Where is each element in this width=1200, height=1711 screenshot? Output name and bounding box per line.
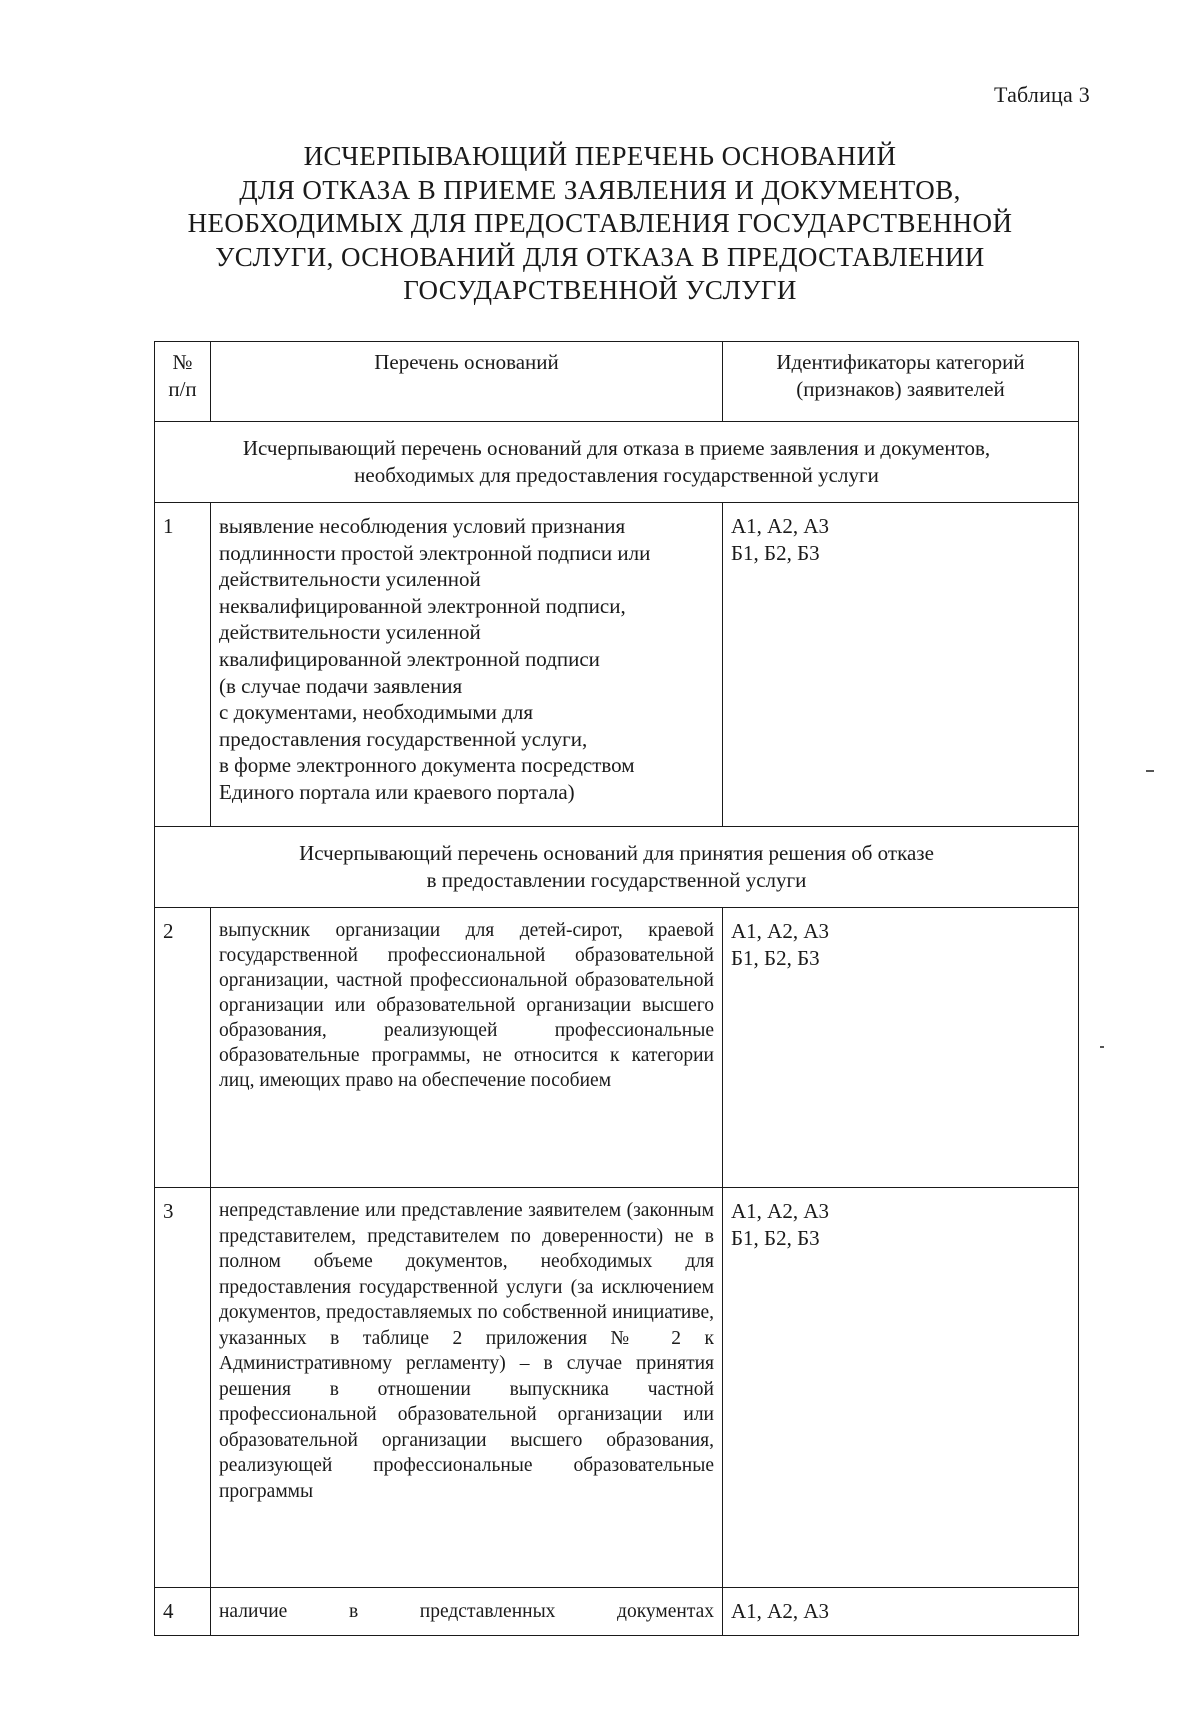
table-header-row bbox=[155, 342, 1079, 422]
header-num-sign: № bbox=[172, 350, 193, 374]
row-line: подлинности простой электронной подписи или bbox=[219, 540, 651, 565]
header-ids-line: (признаков) заявителей bbox=[796, 377, 1005, 401]
grounds-table bbox=[154, 341, 1079, 1636]
row-line: неквалифицированной электронной подписи, bbox=[219, 593, 626, 618]
row-line: квалифицированной электронной подписи bbox=[219, 646, 600, 671]
title-line: ДЛЯ ОТКАЗА В ПРИЕМЕ ЗАЯВЛЕНИЯ И ДОКУМЕНТОВ, bbox=[239, 174, 961, 205]
row-number: 4 bbox=[155, 1588, 211, 1636]
row-identifiers bbox=[723, 1588, 1079, 1636]
document-title bbox=[150, 140, 1050, 308]
row-line: Единого портала или краевого портала) bbox=[219, 779, 575, 804]
table-row bbox=[155, 1188, 1079, 1588]
section-line: Исчерпывающий перечень оснований для отказа в приеме заявления и документов, bbox=[242, 436, 991, 460]
identifier-line: А1, А2, А3 bbox=[731, 1599, 829, 1623]
section-line: необходимых для предоставления государственной услуги bbox=[354, 463, 879, 487]
identifier-line: Б1, Б2, Б3 bbox=[731, 946, 820, 970]
row-number: 1 bbox=[155, 503, 211, 827]
row-line: с документами, необходимыми для bbox=[219, 700, 533, 725]
identifier-line: Б1, Б2, Б3 bbox=[731, 541, 820, 565]
row-identifiers bbox=[723, 1188, 1079, 1588]
identifier-line: А1, А2, А3 bbox=[731, 919, 829, 943]
title-line: ГОСУДАРСТВЕННОЙ УСЛУГИ bbox=[403, 275, 797, 305]
header-list bbox=[211, 342, 723, 422]
table-number: Таблица 3 bbox=[994, 82, 1090, 107]
section-heading bbox=[155, 422, 1079, 503]
row-identifiers bbox=[723, 908, 1079, 1188]
identifier-line: Б1, Б2, Б3 bbox=[731, 1226, 820, 1250]
row-description: непредставление или представление заявителем (законным представителем, представителем по доверенности) не в полном объеме документов, необходимых для предоставления государственной услуги (за исключением документов, предоставляемых по собственной инициативе, указанных в таблице 2 приложения № 2 к Административному регламенту) – в случае принятия решения в отношении выпускника частной профессиональной образовательной организации или образовательной организации высшего образования, реализующей профессиональные образовательные программы bbox=[211, 1188, 723, 1588]
section-row bbox=[155, 827, 1079, 908]
row-line: предоставления государственной услуги, bbox=[219, 726, 588, 751]
identifier-line: А1, А2, А3 bbox=[731, 1199, 829, 1223]
row-number: 2 bbox=[155, 908, 211, 1188]
header-num-abbr: п/п bbox=[168, 377, 197, 401]
header-list-label: Перечень оснований bbox=[374, 350, 559, 374]
row-identifiers bbox=[723, 503, 1079, 827]
row-line: действительности усиленной bbox=[219, 620, 481, 645]
section-line: Исчерпывающий перечень оснований для принятия решения об отказе bbox=[299, 841, 934, 865]
table-row bbox=[155, 908, 1079, 1188]
header-ids-line: Идентификаторы категорий bbox=[776, 350, 1025, 374]
scan-mark bbox=[1100, 1046, 1104, 1048]
section-row bbox=[155, 422, 1079, 503]
row-line: действительности усиленной bbox=[219, 567, 481, 592]
header-num bbox=[155, 342, 211, 422]
scan-mark bbox=[1146, 770, 1154, 772]
row-description bbox=[211, 503, 723, 827]
section-line: в предоставлении государственной услуги bbox=[426, 868, 807, 892]
row-line: в форме электронного документа посредством bbox=[219, 753, 635, 778]
row-description: наличие в представленных документах bbox=[211, 1588, 723, 1636]
table-row bbox=[155, 503, 1079, 827]
title-line: ИСЧЕРПЫВАЮЩИЙ ПЕРЕЧЕНЬ ОСНОВАНИЙ bbox=[303, 141, 897, 171]
row-number: 3 bbox=[155, 1188, 211, 1588]
section-heading bbox=[155, 827, 1079, 908]
table-row bbox=[155, 1588, 1079, 1636]
row-description: выпускник организации для детей-сирот, краевой государственной профессиональной образовательной организации, частной профессиональной образовательной организации или образовательной организации высшего образования, реализующей профессиональные образовательные программы, не относится к категории лиц, имеющих право на обеспечение пособием bbox=[211, 908, 723, 1188]
header-ids bbox=[723, 342, 1079, 422]
row-line: (в случае подачи заявления bbox=[219, 673, 463, 698]
title-line: УСЛУГИ, ОСНОВАНИЙ ДЛЯ ОТКАЗА В ПРЕДОСТАВЛЕНИИ bbox=[215, 241, 985, 272]
title-line: НЕОБХОДИМЫХ ДЛЯ ПРЕДОСТАВЛЕНИЯ ГОСУДАРСТВЕННОЙ bbox=[187, 208, 1013, 238]
identifier-line: А1, А2, А3 bbox=[731, 514, 829, 538]
row-line: выявление несоблюдения условий признания bbox=[219, 514, 626, 538]
